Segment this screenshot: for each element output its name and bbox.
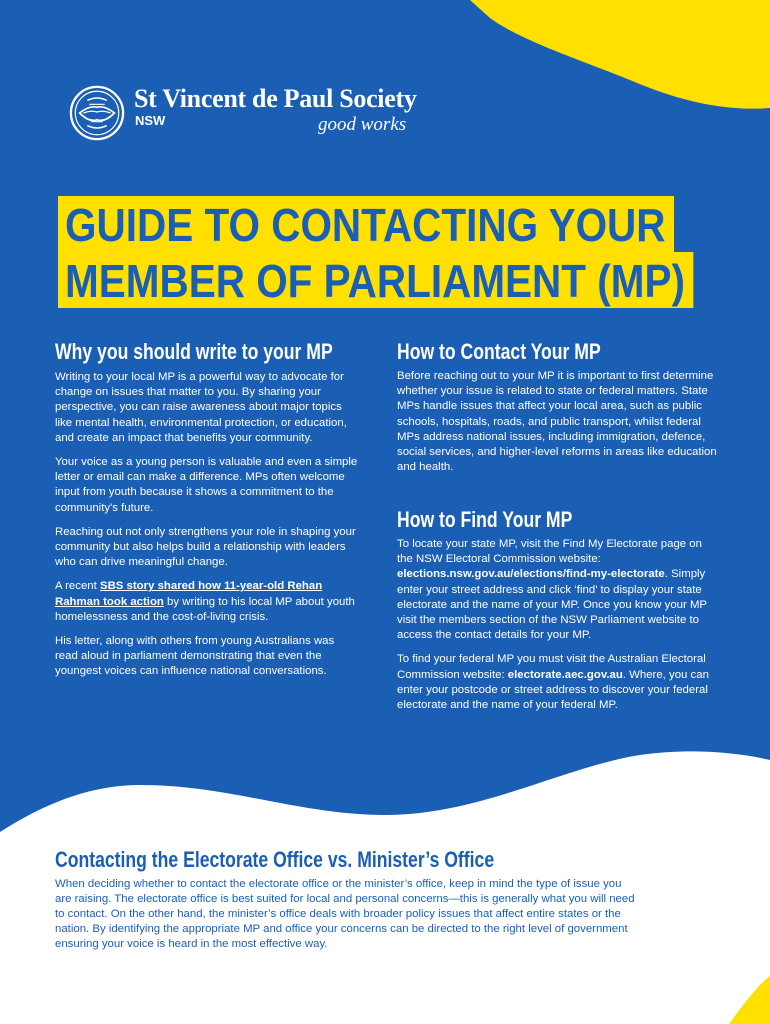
organisation-tagline: good works: [318, 114, 407, 135]
find-section: [397, 537, 715, 722]
why-paragraph-1: Writing to your local MP is a powerful way to advocate for change on issues that matter to you. By sharing your perspective, you can raise awareness about major topics like mental health, environmental protection, or education, and create an impact that benefits your community.: [55, 371, 347, 444]
contact-section: [397, 369, 717, 484]
why-paragraph-2: Your voice as a young person is valuable and even a simple letter or email can make a difference. MPs often welcome input from youth because it shows a commitment to the community's future.: [55, 456, 358, 514]
why-section: [55, 370, 360, 689]
aec-url[interactable]: electorate.aec.gov.au: [507, 668, 623, 681]
svdp-emblem-icon: [68, 84, 126, 142]
find-paragraph-1: To locate your state MP, visit the Find My Electorate page on the NSW Electoral Commission website: elections.nsw.gov.au/elections/find-my-electorate. Simply enter your street address and click ‘find’ to display your state electorate and the name of your MP. Once you know your MP visit the members section of the NSW Parliament website to access the contact details for your MP.: [397, 538, 707, 642]
contact-heading: How to Contact Your MP: [397, 339, 601, 364]
find-paragraph-2: To find your federal MP you must visit the Australian Electoral Commission website: electorate.aec.gov.au. Where, you can enter your postcode or street address to discover your federal electorate and the name of your federal MP.: [397, 653, 709, 712]
page-title-line-2: MEMBER OF PARLIAMENT (MP): [58, 252, 694, 308]
sbs-story-link[interactable]: SBS story shared how 11-year-old Rehan Rahman took action: [55, 580, 323, 608]
organisation-name: St Vincent de Paul Society: [134, 84, 417, 113]
nsw-electoral-commission-url[interactable]: elections.nsw.gov.au/elections/find-my-electorate: [397, 568, 665, 581]
contact-paragraph: Before reaching out to your MP it is important to first determine whether your issue is related to state or federal matters. State MPs handle issues that affect your local area, such as public schools, hospitals, roads, and public transport, whilst federal MPs address national issues, including immigration, defence, social services, and higher-level reforms in areas like education and health.: [397, 370, 717, 474]
why-heading: Why you should write to your MP: [55, 339, 333, 364]
why-paragraph-3: Reaching out not only strengthens your role in shaping your community but also helps build a relationship with leaders who can drive meaningful change.: [55, 525, 356, 569]
organisation-region: NSW: [135, 113, 166, 128]
find-heading: How to Find Your MP: [397, 507, 573, 532]
svdp-logo: [68, 82, 428, 142]
why-paragraph-4: A recent SBS story shared how 11-year-old Rehan Rahman took action by writing to his local MP about youth homelessness and the cost-of-living crisis.: [55, 580, 355, 623]
offices-paragraph: When deciding whether to contact the electorate office or the minister’s office, keep in mind the type of issue you are raising. The electorate office is best suited for local and personal concerns—this is generally what you will need to contact. On the other hand, the minister’s office deals with broader policy issues that affect entire states or the nation. By identifying the appropriate MP and office your concerns can be directed to the right level of government ensuring your voice is heard in the most effective way.: [55, 878, 635, 950]
offices-heading: Contacting the Electorate Office vs. Minister’s Office: [55, 847, 495, 872]
why-paragraph-5: His letter, along with others from young Australians was read aloud in parliament demonstrating that even the youngest voices can influence national conversations.: [55, 635, 335, 678]
page-title-line-1: GUIDE TO CONTACTING YOUR: [58, 196, 674, 252]
